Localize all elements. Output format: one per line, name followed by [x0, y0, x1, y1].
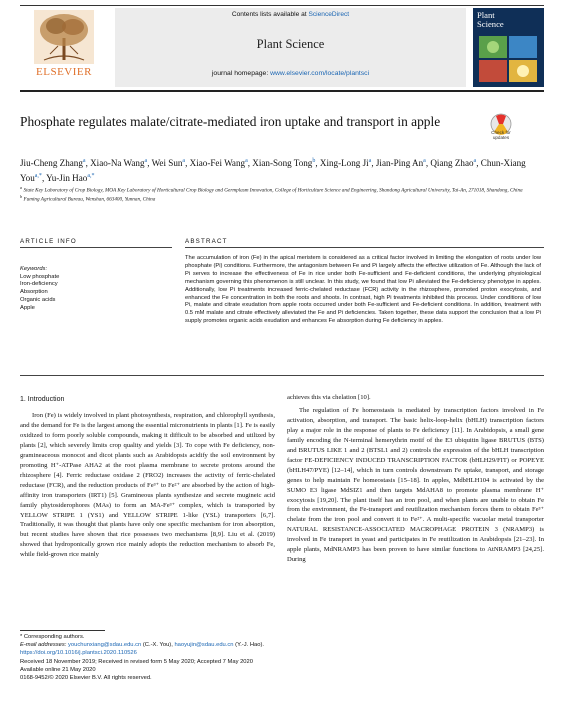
- footnote-rule: [20, 630, 105, 631]
- body-column-left: [20, 411, 275, 560]
- email-link-you[interactable]: youchunxiang@sdau.edu.cn: [68, 642, 142, 649]
- author-name[interactable]: Yu-Jin Hao: [46, 173, 88, 184]
- journal-homepage: [115, 70, 466, 77]
- email-label: E-mail addresses:: [20, 642, 69, 649]
- keyword-item: Low phosphate: [20, 273, 60, 280]
- author-affiliation-marker[interactable]: a,*: [34, 173, 42, 180]
- intro-paragraph-1: Iron (Fe) is widely involved in plant photosynthesis, respiration, and chlorophyll synthesis, and the demand for Fe is the largest among the essential micronutrients in plants [1]. Fe is easily oxidized to form poorly soluble compounds, making it difficult to be absorbed and utilized by plants [2], which severely limits crop quality and yields [3]. To cope with Fe deficiency, non-gramineaceous monocot and dicot plants such as Arabidopsis acidify the soil environment by promoting H⁺-ATPase AHA2 at the root plasma membrane to secrete protons around the rhizosphere [4]. Ferric reductase oxidase 2 (FRO2) increases the activity of ferric-chelated reductase (FCR), and the reduction products of Fe³⁺ to Fe²⁺ are absorbed by the action of high-affinity iron transporters (IRT1) [5]. Gramineous plants synthesize and secrete mugineic acid family phytosiderophores (MAs) to form an MA-Fe³⁺ complex, which is transported by YELLOW STRIPE 1 (YS1) and YELLOW STRIPE 1-like (YSL) transporters [6,7]. Traditionally, it was thought that plants have only one specific mechanism for iron absorption, but recent studies have shown that rice possesses two mechanisms [8,9]. Liu et al. (2019) showed that hydroponically grown rice mainly adopts the reduction mechanism to absorb Fe, while field-grown rice mainly: [20, 412, 275, 559]
- keyword-item: Absorption: [20, 289, 48, 296]
- author-name[interactable]: Qiang Zhao: [430, 158, 474, 169]
- author-name[interactable]: Jiu-Cheng Zhang: [20, 158, 83, 169]
- contents-prefix: Contents lists available at: [231, 11, 309, 18]
- abstract-heading: ABSTRACT: [185, 238, 228, 245]
- abstract-rule: [185, 247, 544, 248]
- author-name[interactable]: Xiao-Fei Wang: [189, 158, 246, 169]
- cover-title-line-2: Science: [477, 18, 504, 29]
- affiliation-a-text: State Key Laboratory of Crop Biology, MOA Key Laboratory of Horticultural Crop Biology and Germplasm Innovation, College of Horticulture Science and Engineering, Shandong Agricultural University, Tai-An, 271018, Shandong, China: [23, 187, 523, 194]
- article-info-rule: [20, 247, 172, 248]
- sciencedirect-link[interactable]: ScienceDirect: [308, 11, 350, 18]
- corresponding-authors-note: * Corresponding authors.: [20, 634, 85, 640]
- body-column-right: [287, 393, 544, 565]
- author-list: Jiu-Cheng Zhang$^a$, Xiao-Na Wang$^a$, Wei Sun$^a$, Xiao-Fei Wang$^a$, Xian-Song Tong$^b$, Xing-Long Ji$^a$, Jian-Ping An$^a$, Qiang Zhao$^a$, Chun-Xiang You$^{a,*}$, Yu-Jin Hao$^{a,*}$: [20, 158, 526, 184]
- author-affiliation-marker[interactable]: a: [144, 158, 148, 164]
- received-dates: Received 18 November 2019; Received in revised form 5 May 2020; Accepted 7 May 2020: [20, 658, 253, 665]
- contents-line: [115, 11, 466, 18]
- homepage-prefix: journal homepage:: [211, 70, 271, 77]
- author-affiliation-marker[interactable]: a: [82, 158, 86, 164]
- author-affiliation-marker[interactable]: a,*: [87, 173, 95, 180]
- intro-paragraph-2: The regulation of Fe homeostasis is mediated by transcription factors involved in Fe activation, absorption, and transport. The basic helix-loop-helix (bHLH) transcription factors play a major role in the response of plants to Fe deficiency [11]. In Arabidopsis, a small gene family encoding the N-terminal hemerythrin motif of the E3 ubiquitin ligase BRUTUS (BTS) and BRUTUS LIKE 1 and 2 (BTSL1 and 2) controls the expression of the bHLH transcription factor FE-DEFICIENCY INDUCED TRANSCRIPTION FACTOR (bHLH29/FIT) or POPEYE (bHLH47/PYE) [12–14], which in turn controls downstream Fe uptake, transport, and storage genes to help maintain Fe homeostasis [15–18]. In apples, MdbHLH104 is activated by the SUMO E3 ligase MdSIZ1 and then targets MdAHA8 to promote plasma membrane H⁺ exocytosis [19,20]. The plant itself has an iron pool, and when plants are unable to obtain Fe from the environment, the Fe-transport and reutilization mechanism forces them to obtain Fe³⁺ chelate from the iron pool and convert it to Fe²⁺. A multi-specific vacuolar metal transporter NATURAL RESISTANCE-ASSOCIATED MACROPHAGE PROTEIN 3 (NRAMP3) is involved in Fe transport in yeast and participates in Fe reutilization in Arabidopsis [21–23]. In apple plants, MdNRAMP3 has been proven to have similar functions to AtNRAMP3 [24,25]. During: [287, 406, 544, 564]
- keyword-item: Organic acids: [20, 296, 56, 303]
- author-affiliation-marker[interactable]: a: [182, 158, 186, 164]
- author-affiliation-marker[interactable]: a: [423, 158, 426, 164]
- header-bottom-rule: [20, 90, 544, 92]
- homepage-link[interactable]: www.elsevier.com/locate/plantsci: [270, 70, 370, 77]
- intro-paragraph-1-cont: achieves this via chelation [10].: [287, 394, 371, 401]
- author-name[interactable]: Wei Sun: [151, 158, 183, 169]
- author-name[interactable]: Chun-Xiang You: [20, 158, 526, 184]
- keywords-label: Keywords:: [20, 266, 48, 272]
- affiliation-a: $^a$ State Key Laboratory of Crop Biology, MOA Key Laboratory of Horticultural Crop Biology and Germplasm Innovation, College of Horticulture Science and Engineering, Shandong Agricultural University, Tai-An, 271018, Shandong, China: [20, 185, 523, 194]
- cover-title-line-1: Plant: [477, 10, 495, 20]
- email-owner-you: (C.-X. You),: [141, 642, 175, 649]
- keyword-item: Apple: [20, 304, 35, 311]
- author-name[interactable]: Xing-Long Ji: [319, 158, 369, 169]
- crossmark-label-1: Check for: [491, 130, 511, 135]
- header-top-rule: [20, 5, 544, 6]
- abstract-text: The accumulation of iron (Fe) in the apical meristem is considered as a critical factor involved in limiting the elongation of roots under low phosphate (Pi) conditions. Furthermore, the antagonism between Fe and Pi largely affects the effective utilization of Fe. Although the lack of Pi serves to increase the effectiveness of Fe in rice under both Fe-sufficient and Fe-deficient conditions, the underlying physiological mechanism governing this phenomenon is still unclear. In this study, we found that low Pi alleviated the Fe-deficiency phenotype in apples. Additionally, low Pi treatments increased ferric-chelated reductase (FCR) activity in the rhizosphere, promoted proton exocytosis, and enhanced the Fe concentration in both the roots and shoots. In contrast, high Pi treatments inhibited this process. Under conditions of low Pi, malate and citrate exudation from apple roots occurred under both Fe-sufficient and Fe-deficient conditions. In addition, treatment with 0.5 mM malate and citrate effectively alleviated the Fe and Pi deficiencies. Taken together, these data support the conclusion that a low Pi supply promotes organic acids exudation and enhances Fe absorption during Fe deficiency in apples.: [185, 255, 541, 325]
- publisher-logo-text: ELSEVIER: [36, 66, 92, 78]
- author-name[interactable]: Xiao-Na Wang: [90, 158, 145, 169]
- keyword-item: Iron-deficiency: [20, 281, 58, 288]
- author-name[interactable]: Xian-Song Tong: [252, 158, 313, 169]
- article-title: Phosphate regulates malate/citrate-mediated iron uptake and transport in apple: [20, 114, 441, 129]
- email-owner-hao: (Y.-J. Hao).: [233, 642, 265, 649]
- cover-title: [477, 11, 504, 28]
- affiliation-b-text: Fuming Agricultural Bureau, Wenshan, 663400, Yunnan, China: [23, 197, 156, 204]
- email-line: [20, 641, 540, 649]
- abstract-bottom-rule: [20, 375, 544, 376]
- author-affiliation-marker[interactable]: a: [368, 158, 372, 164]
- article-info-heading: ARTICLE INFO: [20, 238, 77, 245]
- keywords-block: [20, 266, 130, 312]
- author-affiliation-marker[interactable]: b: [312, 158, 316, 164]
- author-name[interactable]: Jian-Ping An: [375, 158, 424, 169]
- footnotes: [20, 633, 540, 682]
- crossmark-label-2: updates: [492, 135, 510, 141]
- introduction-heading: 1. Introduction: [20, 396, 65, 403]
- email-link-hao[interactable]: haoyujin@sdau.edu.cn: [174, 642, 234, 649]
- check-for-updates-label: [475, 130, 527, 140]
- affiliations: [20, 185, 540, 204]
- journal-title: Plant Science: [256, 37, 325, 51]
- keywords-list: [20, 274, 130, 313]
- copyright: 0168-9452/© 2020 Elsevier B.V. All rights reserved.: [20, 675, 152, 682]
- affiliation-b: $^b$ Fuming Agricultural Bureau, Wenshan, 663400, Yunnan, China: [20, 194, 156, 204]
- journal-cover-thumbnail[interactable]: [473, 8, 544, 87]
- available-online: Available online 21 May 2020: [20, 666, 96, 673]
- author-affiliation-marker[interactable]: a: [473, 158, 477, 164]
- author-affiliation-marker[interactable]: a: [245, 158, 248, 164]
- doi-link[interactable]: https://doi.org/10.1016/j.plantsci.2020.110526: [20, 650, 137, 657]
